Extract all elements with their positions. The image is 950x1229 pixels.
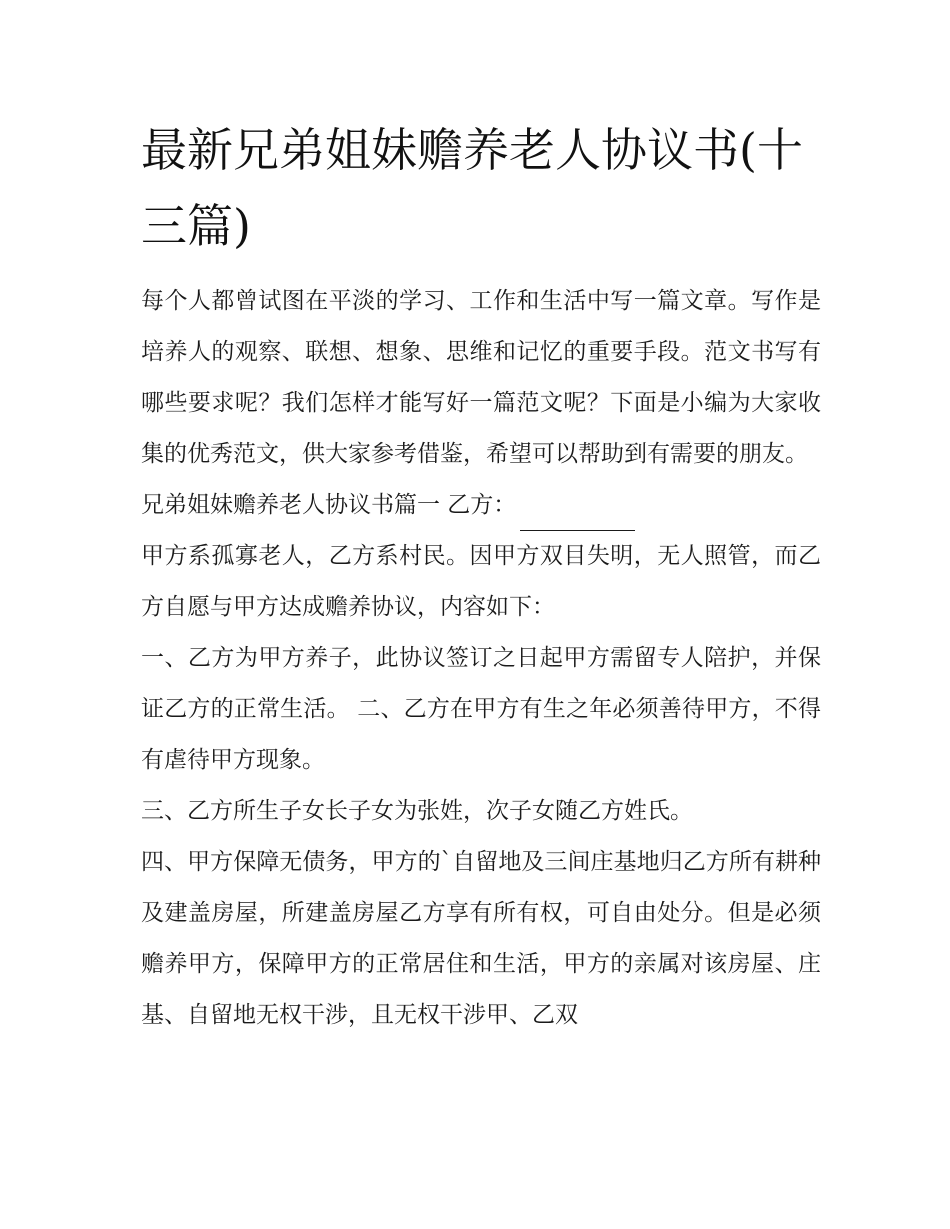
- parties-paragraph: 甲方系孤寡老人，乙方系村民。因甲方双目失明，无人照管，而乙方自愿与甲方达成赡养协议，内容如下：: [141, 543, 821, 620]
- document-body: [141, 276, 821, 1041]
- intro-paragraph: 每个人都曾试图在平淡的学习、工作和生活中写一篇文章。写作是培养人的观察、联想、想象、思维和记忆的重要手段。范文书写有哪些要求呢？我们怎样才能写好一篇范文呢？下面是小编为大家收集的优秀范文，供大家参考借鉴，希望可以帮助到有需要的朋友。: [141, 288, 821, 467]
- section-heading-paragraph: [141, 480, 821, 531]
- clause-three: 三、乙方所生子女长子女为张姓，次子女随乙方姓氏。: [141, 798, 693, 824]
- clause-one-two: 一、乙方为甲方养子，此协议签订之日起甲方需留专人陪护，并保证乙方的正常生活。 二、乙方在甲方有生之年必须善待甲方，不得有虐待甲方现象。: [141, 645, 821, 773]
- section-heading-text: 兄弟姐妹赡养老人协议书篇一 乙方：: [141, 492, 517, 518]
- document-title: 最新兄弟姐妹赡养老人协议书(十三篇): [141, 123, 803, 253]
- blank-line: [520, 502, 635, 531]
- clause-four: 四、甲方保障无债务，甲方的`自留地及三间庄基地归乙方所有耕种及建盖房屋，所建盖房屋乙方享有所有权，可自由处分。但是必须赡养甲方，保障甲方的正常居住和生活，甲方的亲属对该房屋、庄基、自留地无权干涉，且无权干涉甲、乙双: [141, 849, 821, 1028]
